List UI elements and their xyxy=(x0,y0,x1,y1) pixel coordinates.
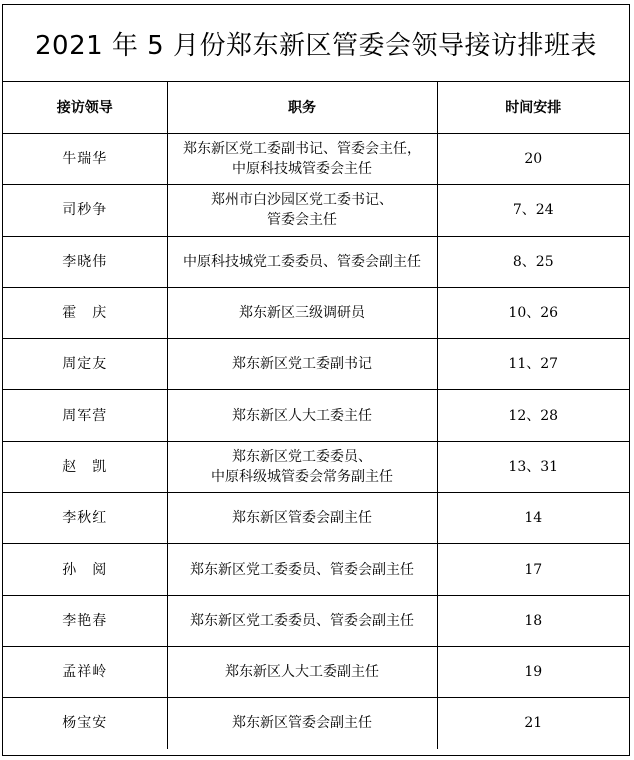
table-row xyxy=(3,698,629,749)
leader-schedule: 8、25 xyxy=(437,236,629,287)
leader-name: 赵 凯 xyxy=(3,441,167,492)
leader-duty: 郑东新区党工委副书记 xyxy=(167,339,437,390)
column-header-duty: 职务 xyxy=(167,82,437,134)
table-row xyxy=(3,134,629,185)
table-row xyxy=(3,390,629,441)
leader-name: 孟祥岭 xyxy=(3,646,167,697)
leader-name: 孙 阅 xyxy=(3,544,167,595)
leader-name: 李艳春 xyxy=(3,595,167,646)
table-row xyxy=(3,339,629,390)
leader-schedule: 21 xyxy=(524,715,543,732)
leader-schedule: 7、24 xyxy=(437,185,629,236)
leader-name: 牛瑞华 xyxy=(3,134,167,185)
leader-schedule: 12、28 xyxy=(437,390,629,441)
leader-duty: 郑东新区管委会副主任 xyxy=(167,493,437,544)
column-header-schedule: 时间安排 xyxy=(437,82,629,134)
leader-name: 李秋红 xyxy=(3,493,167,544)
table-row xyxy=(3,544,629,595)
table-row xyxy=(3,595,629,646)
leader-schedule: 17 xyxy=(437,544,629,595)
leader-schedule: 13、31 xyxy=(437,441,629,492)
leader-name: 霍 庆 xyxy=(3,287,167,338)
leader-schedule: 18 xyxy=(437,595,629,646)
leader-duty: 郑东新区人大工委副主任 xyxy=(167,646,437,697)
document-title: 2021 年 5 月份郑东新区管委会领导接访排班表 xyxy=(3,5,629,82)
leader-name: 司秒争 xyxy=(3,185,167,236)
schedule-table xyxy=(3,82,629,749)
leader-duty: 郑东新区党工委副书记、管委会主任， 中原科技城管委会主任 xyxy=(167,134,437,185)
table-row xyxy=(3,646,629,697)
leader-duty: 郑东新区管委会副主任 xyxy=(167,698,437,749)
table-row xyxy=(3,287,629,338)
leader-schedule: 20 xyxy=(437,134,629,185)
leader-duty: 郑东新区党工委委员、 中原科级城管委会常务副主任 xyxy=(167,441,437,492)
leader-schedule: 14 xyxy=(437,493,629,544)
table-header-row xyxy=(3,82,629,134)
leader-duty: 郑东新区三级调研员 xyxy=(167,287,437,338)
leader-name: 周定友 xyxy=(3,339,167,390)
leader-duty: 郑东新区党工委委员、管委会副主任 xyxy=(167,544,437,595)
leader-duty: 郑州市白沙园区党工委书记、 管委会主任 xyxy=(167,185,437,236)
leader-duty: 中原科技城党工委委员、管委会副主任 xyxy=(167,236,437,287)
leader-schedule: 10、26 xyxy=(437,287,629,338)
table-row xyxy=(3,236,629,287)
schedule-document xyxy=(2,4,630,756)
leader-schedule: 11、27 xyxy=(437,339,629,390)
leader-name: 李晓伟 xyxy=(3,236,167,287)
leader-duty: 郑东新区党工委委员、管委会副主任 xyxy=(167,595,437,646)
leader-duty: 郑东新区人大工委主任 xyxy=(167,390,437,441)
table-row xyxy=(3,441,629,492)
column-header-leader: 接访领导 xyxy=(3,82,167,134)
leader-name: 周军营 xyxy=(3,390,167,441)
leader-schedule: 19 xyxy=(437,646,629,697)
table-row xyxy=(3,185,629,236)
leader-name: 杨宝安 xyxy=(3,698,167,749)
table-row xyxy=(3,493,629,544)
